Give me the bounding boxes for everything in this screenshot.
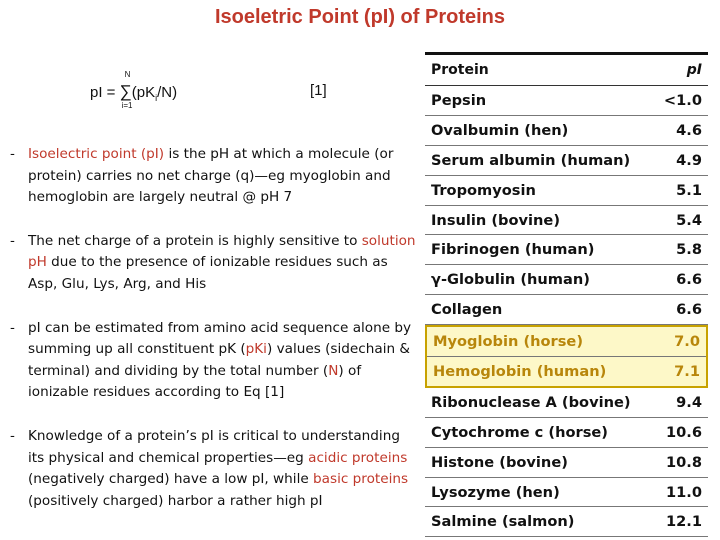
slide-title: Isoeletric Point (pI) of Proteins xyxy=(214,6,506,28)
table-row xyxy=(425,176,708,206)
protein-name: Hemoglobin (human) xyxy=(433,362,607,380)
formula-term: (pK xyxy=(131,84,156,101)
bullet-text: is the pH at which a molecule (or protein) carries no net charge (q)—eg myoglobin and hemoglobin are largely neutral @ pH 7 xyxy=(28,146,394,206)
table-row xyxy=(425,295,708,325)
pi-value: 9.4 xyxy=(676,393,702,411)
pi-table xyxy=(425,52,708,537)
pi-value: 5.8 xyxy=(676,241,702,259)
highlight-box xyxy=(425,325,708,388)
formula-subscript: i xyxy=(155,93,158,103)
protein-name: Salmine (salmon) xyxy=(431,513,575,531)
protein-name: Cytochrome c (horse) xyxy=(431,423,608,441)
header-protein: Protein xyxy=(431,62,489,78)
protein-name: γ-Globulin (human) xyxy=(431,271,590,289)
protein-name: Tropomyosin xyxy=(431,181,536,199)
formula-lhs: pI = xyxy=(90,84,120,101)
table-row xyxy=(425,265,708,295)
formula-tail: /N) xyxy=(157,84,178,101)
pi-value: 6.6 xyxy=(676,301,702,319)
pi-value: 7.1 xyxy=(674,362,700,380)
pi-value: 4.6 xyxy=(676,121,702,139)
bullet-highlight: solution pH xyxy=(28,232,416,271)
pi-value: 4.9 xyxy=(676,151,702,169)
sigma-upper: N xyxy=(124,70,131,79)
table-header xyxy=(425,55,708,86)
pi-value: 6.6 xyxy=(676,271,702,289)
protein-name: Insulin (bovine) xyxy=(431,211,560,229)
protein-name: Collagen xyxy=(431,301,503,319)
table-row xyxy=(425,507,708,537)
equation-reference: [1] xyxy=(310,82,327,99)
protein-name: Histone (bovine) xyxy=(431,453,568,471)
table-row xyxy=(425,235,708,265)
table-row xyxy=(425,116,708,146)
bullet-text: (positively charged) harbor a rather high pI xyxy=(28,492,323,509)
sigma-symbol: ∑ N i=1 xyxy=(119,70,133,110)
bullet-item xyxy=(10,426,420,512)
bullet-text: The net charge of a protein is highly sensitive to xyxy=(28,232,362,249)
table-row xyxy=(427,327,706,357)
bullet-dash: - xyxy=(10,232,15,249)
bullet-item xyxy=(10,144,420,209)
protein-name: Myoglobin (horse) xyxy=(433,333,583,351)
pi-value: 11.0 xyxy=(665,483,702,501)
bullet-item xyxy=(10,231,420,296)
protein-name: Ribonuclease A (bovine) xyxy=(431,393,631,411)
header-pi: pI xyxy=(686,62,702,78)
table-row xyxy=(425,388,708,418)
table-row xyxy=(425,146,708,176)
table-row xyxy=(425,86,708,116)
pi-value: 7.0 xyxy=(674,333,700,351)
table-row xyxy=(425,418,708,448)
bullet-highlight: acidic proteins xyxy=(308,449,408,466)
protein-name: Pepsin xyxy=(431,91,487,109)
pi-value: <1.0 xyxy=(663,91,702,109)
bullet-dash: - xyxy=(10,319,15,336)
table-row xyxy=(427,357,706,386)
bullet-highlight: N xyxy=(328,362,339,379)
bullet-highlight: basic proteins xyxy=(313,471,409,488)
table-row xyxy=(425,448,708,478)
bullet-dash: - xyxy=(10,146,15,162)
bullet-text: pI can be estimated from amino acid sequence alone by summing up all constituent pK ( xyxy=(28,319,412,358)
pi-value: 10.8 xyxy=(665,453,702,471)
bullet-text: ) of ionizable residues according to Eq [1] xyxy=(28,362,362,401)
sigma-lower: i=1 xyxy=(121,101,133,110)
pi-formula xyxy=(90,70,178,110)
table-row xyxy=(425,478,708,508)
bullet-item xyxy=(10,318,420,404)
bullet-text: (negatively charged) have a low pI, while xyxy=(28,471,314,488)
pi-value: 10.6 xyxy=(665,423,702,441)
pi-value: 5.4 xyxy=(676,211,702,229)
bullet-text: due to the presence of ionizable residues such as Asp, Glu, Lys, Arg, and His xyxy=(28,254,388,292)
protein-name: Ovalbumin (hen) xyxy=(431,121,569,139)
pi-value: 12.1 xyxy=(665,513,702,531)
bullet-text: ) values (sidechain & terminal) and dividing by the total number ( xyxy=(28,341,411,379)
protein-name: Fibrinogen (human) xyxy=(431,241,595,259)
table-row xyxy=(425,206,708,236)
bullet-highlight: pKi xyxy=(245,341,267,358)
bullet-text: Knowledge of a protein’s pI is critical to understanding its physical and chemical properties—eg xyxy=(28,427,400,466)
bullet-list xyxy=(10,144,420,534)
protein-name: Serum albumin (human) xyxy=(431,151,631,169)
bullet-dash: - xyxy=(10,427,15,444)
protein-name: Lysozyme (hen) xyxy=(431,483,560,501)
bullet-highlight: Isoelectric point (pI) xyxy=(28,146,165,162)
pi-value: 5.1 xyxy=(676,181,702,199)
